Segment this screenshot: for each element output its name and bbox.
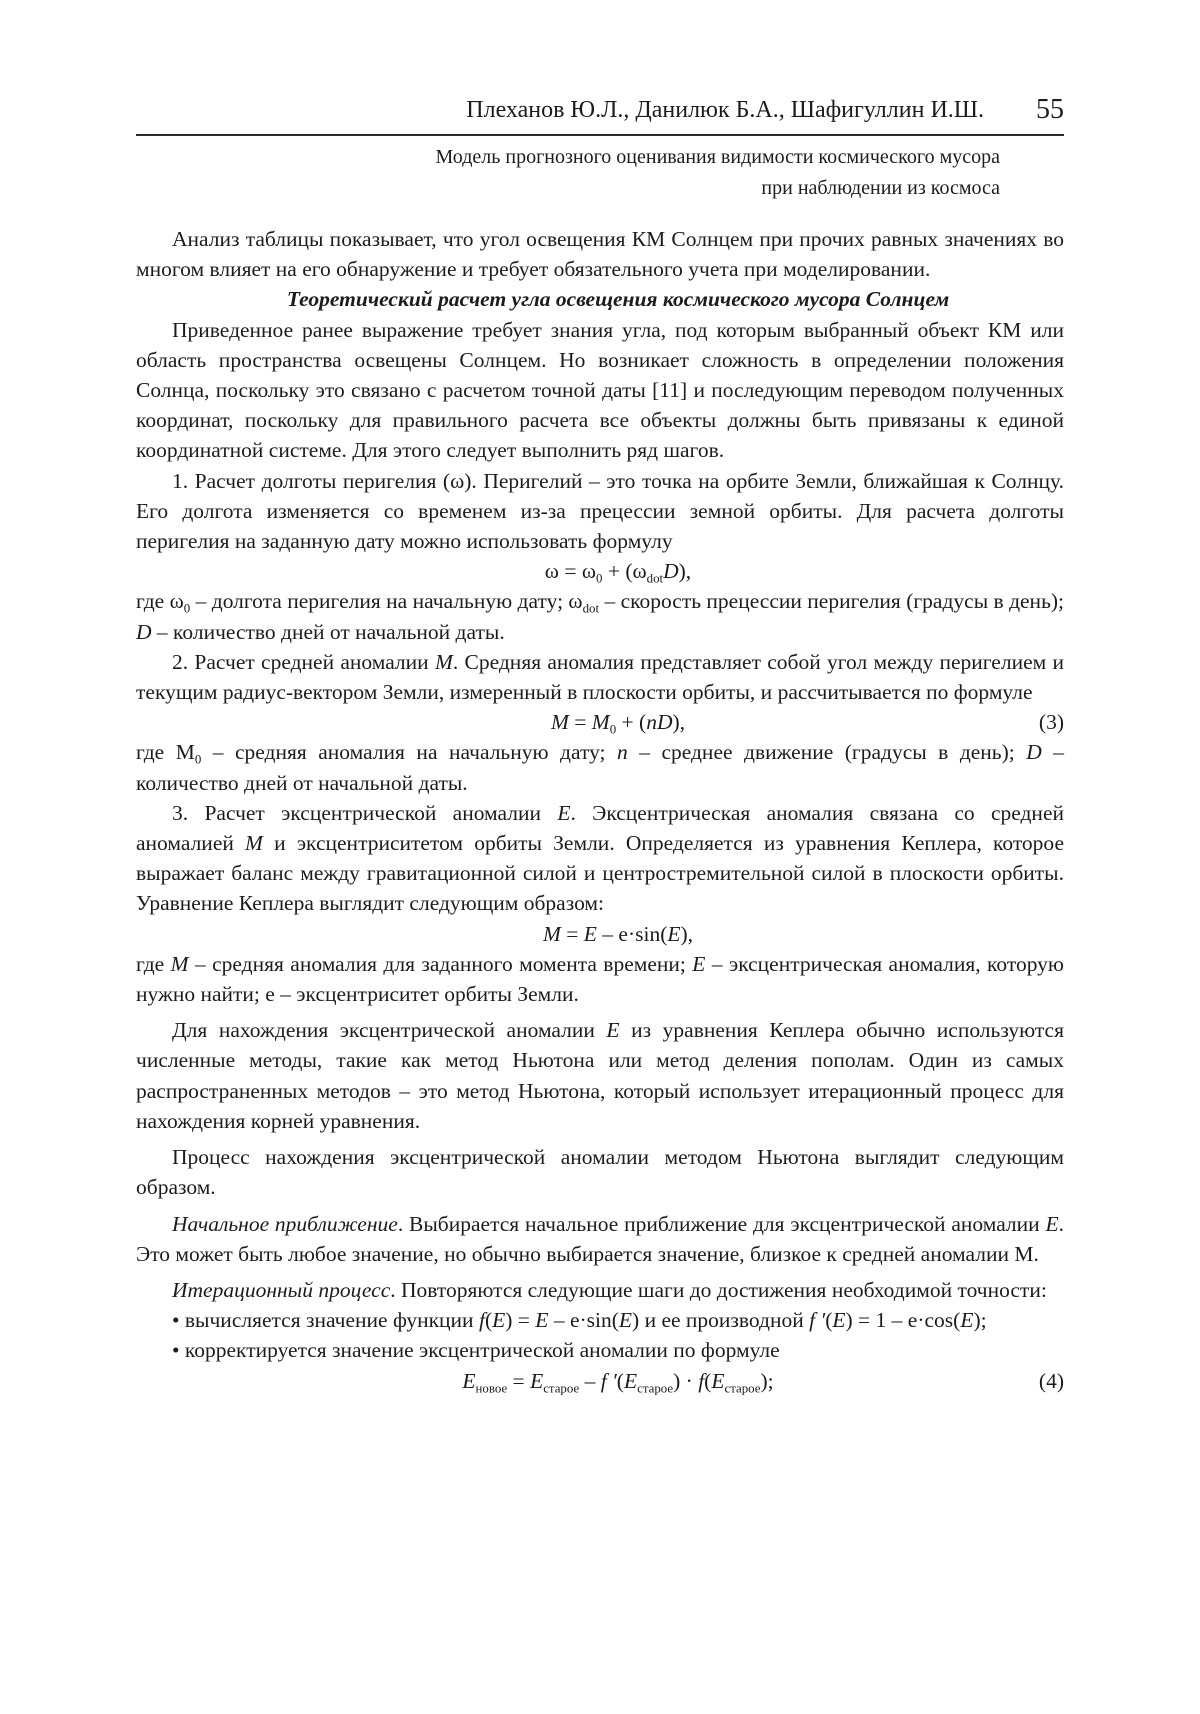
subtitle-line-1: Модель прогнозного оценивания видимости космического мусора bbox=[435, 146, 1000, 168]
bullet-correction: • корректируется значение эксцентрической аномалии по формуле bbox=[172, 1338, 780, 1363]
formula-newton-update: $E_{новое} = E_{старое} - f$ $'(E_{старое}) \cdot f(E_{старое})$; (4) bbox=[136, 1366, 1064, 1396]
paragraph-intro: Приведенное ранее выражение требует знания угла, под которым выбранный объект КМ или область пространства освещены Солнцем. Но возникает сложность в определении положения Солнца, поскольку это связано с расчетом точной даты [11] и последующим переводом полученных координат, поскольку для правильного расчета все объекты должны быть привязаны к единой координатной системе. Для этого следует выполнить ряд шагов. bbox=[136, 317, 1064, 463]
formula-perihelion: $\omega = \omega_0 + (\omega_{dot}D)$, bbox=[544, 559, 692, 586]
paragraph-step-2: 2. Расчет средней аномалии M. Средняя аномалия представляет собой угол между перигелием и текущим радиус-вектором Земли, измеренный в плоскости орбиты, и рассчитывается по формуле bbox=[136, 649, 1065, 705]
subtitle-line-2: при наблюдении из космоса bbox=[761, 177, 1000, 199]
paragraph-numeric-methods: Для нахождения эксцентрической аномалии E из уравнения Кеплера обычно используются численные методы, такие как метод Ньютона или метод деления пополам. Один из самых распространенных методов – это метод Ньютона, который использует итерационный процесс для нахождения корней уравнения. bbox=[136, 1018, 1064, 1133]
header-authors: Плеханов Ю.Л., Данилюк Б.А., Шафигуллин И.Ш. bbox=[466, 97, 984, 123]
paragraph-step-3: 3. Расчет эксцентрической аномалии E. Эксцентрическая аномалия связана со средней аномалией M и эксцентриситетом орбиты Земли. Определяется из уравнения Кеплера, которое выражает баланс между гравитационной силой и центростремительной силой в плоскости орбиты. Уравнение Кеплера выглядит следующим образом: bbox=[136, 800, 1064, 916]
paragraph-mean-anomaly-legend: где $M_0$ – средняя аномалия на начальную дату; n – среднее движение (градусы в день); D – количество дней от начальной даты. bbox=[136, 740, 1064, 795]
formula-mean-anomaly: $M = M_0 + (nD)$, (3) bbox=[136, 707, 1064, 737]
article-subtitle bbox=[300, 142, 1000, 204]
equation-number-3: (3) bbox=[1038, 710, 1064, 735]
formula-kepler: M = E – e·sin(E), bbox=[542, 921, 694, 946]
paragraph-newton-process: Процесс нахождения эксцентрической аномалии методом Ньютона выглядит следующим образом. bbox=[136, 1145, 1064, 1200]
paragraph-iteration: Итерационный процесс. Повторяются следующие шаги до достижения необходимой точности: bbox=[172, 1277, 1047, 1302]
running-header bbox=[136, 92, 1064, 128]
paragraph-perihelion-legend: где $\omega_0$ – долгота перигелия на начальную дату; $\omega_{dot}$ – скорость прецессии перигелия (градусы в день); D – количество дней от начальной даты. bbox=[136, 589, 1065, 644]
section-title: Теоретический расчет угла освещения космического мусора Солнцем bbox=[286, 287, 950, 312]
article-body bbox=[136, 224, 1064, 1396]
paragraph-kepler-legend: где M – средняя аномалия для заданного момента времени; E – эксцентрическая аномалия, которую нужно найти; e – эксцентриситет орбиты Земли. bbox=[136, 951, 1064, 1007]
paragraph-table-analysis: Анализ таблицы показывает, что угол освещения КМ Солнцем при прочих равных значениях во многом влияет на его обнаружение и требует обязательного учета при моделировании. bbox=[136, 227, 1064, 282]
bullet-function-value: • вычисляется значение функции f(E) = E – e·sin(E) и ее производной f ′(E) = 1 – e·cos(E); bbox=[172, 1308, 987, 1333]
equation-number-4: (4) bbox=[1038, 1368, 1064, 1393]
paragraph-step-1: 1. Расчет долготы перигелия (ω). Перигелий – это точка на орбите Земли, ближайшая к Солнцу. Его долгота изменяется со временем из-за прецессии земной орбиты. Для расчета долготы перигелия на заданную дату можно использовать формулу bbox=[136, 468, 1064, 554]
page-number: 55 bbox=[1036, 94, 1064, 125]
paragraph-initial-approximation: Начальное приближение. Выбирается начальное приближение для эксцентрической аномалии E. Это может быть любое значение, но обычно выбирается значение, близкое к средней аномалии M. bbox=[136, 1211, 1064, 1266]
header-rule bbox=[136, 134, 1064, 136]
